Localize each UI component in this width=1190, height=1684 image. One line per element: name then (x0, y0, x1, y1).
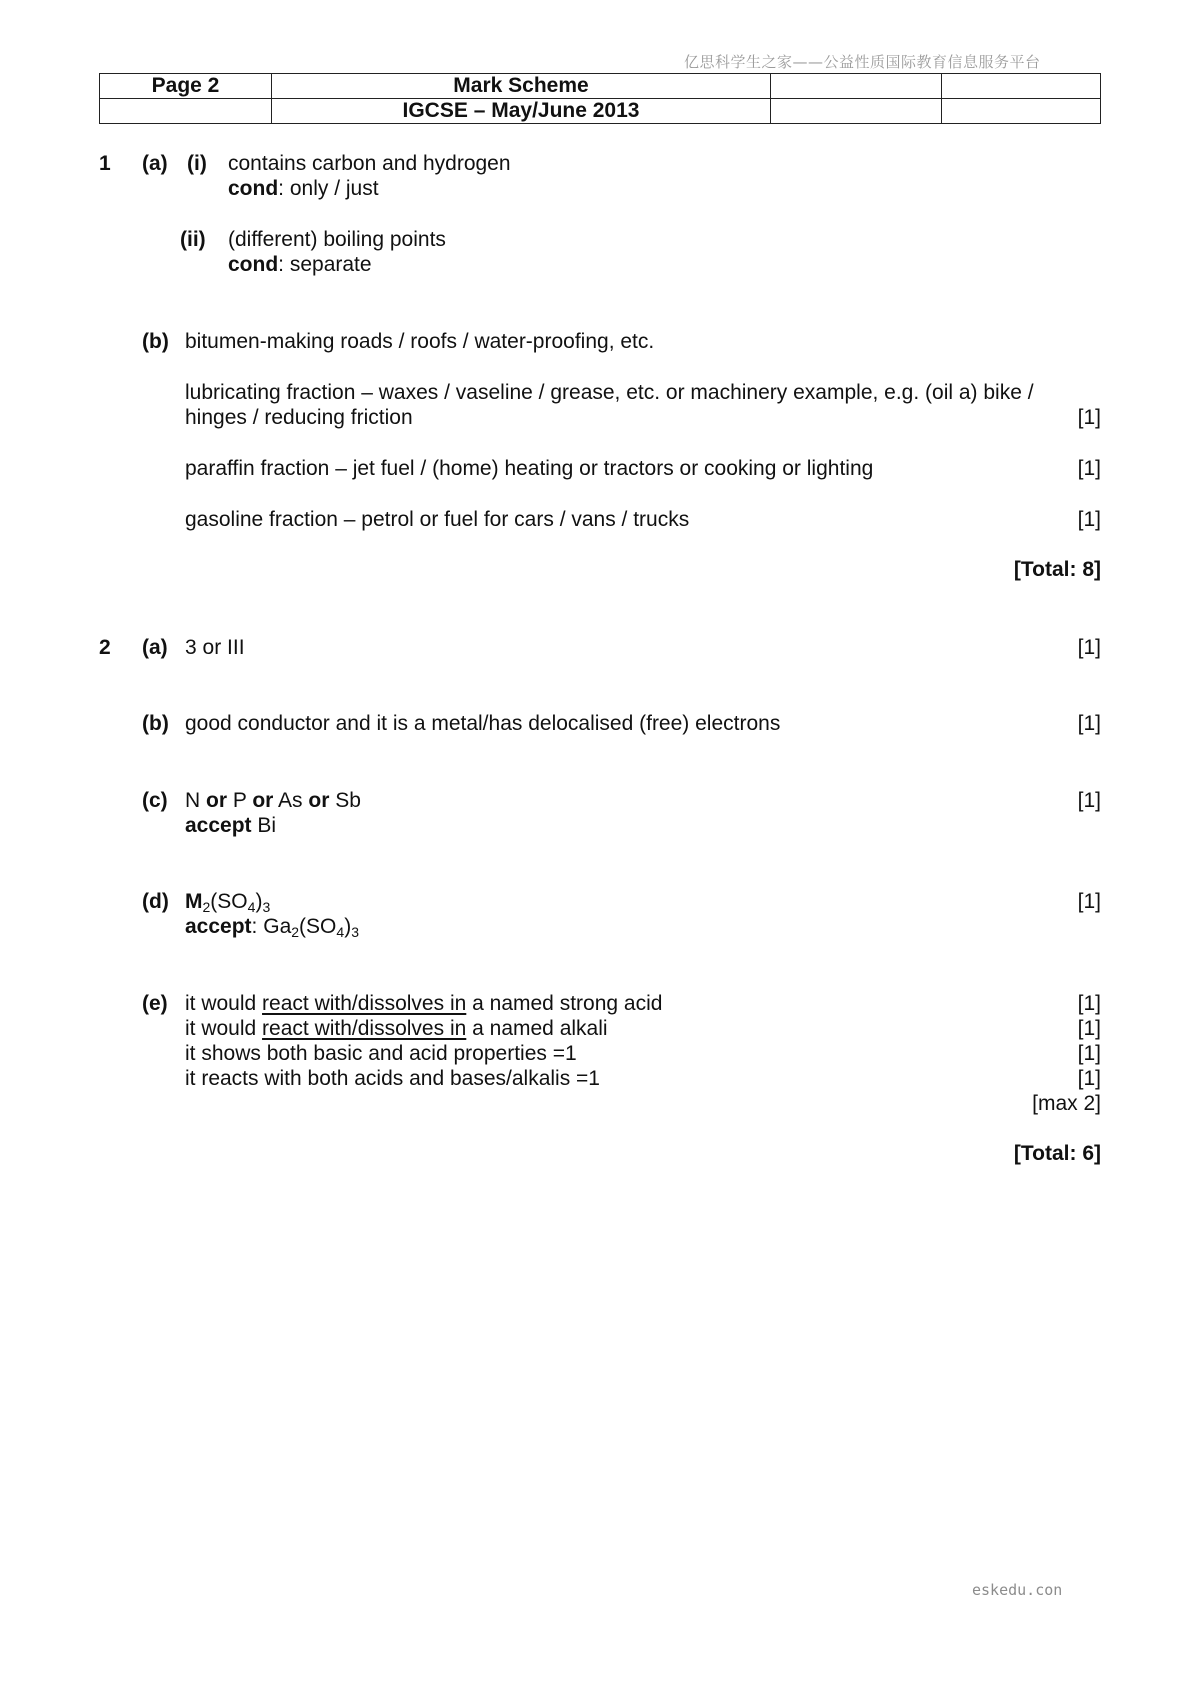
mark-value: [1] (1077, 457, 1101, 480)
total-marks: [Total: 8] (1013, 558, 1101, 581)
or-keyword: or (206, 789, 228, 812)
question-number: 1 (99, 152, 111, 175)
answer-text (185, 1016, 608, 1041)
mark-value: [1] (1077, 1017, 1101, 1040)
accept-line (185, 813, 276, 838)
subscript: 2 (202, 899, 211, 915)
underlined-text: react with/dissolves in (262, 992, 467, 1015)
cond-text: : separate (278, 253, 372, 276)
mark-value: [1] (1077, 992, 1101, 1015)
text-part: a named alkali (466, 1017, 608, 1040)
answer-text (185, 788, 361, 813)
header-empty-cell (771, 74, 942, 99)
footer-text: eskedu.con (972, 1581, 1063, 1599)
cond-label: cond (228, 253, 279, 276)
subscript: 3 (351, 924, 359, 940)
element-symbol: Sb (335, 789, 361, 812)
watermark: 亿思科学生之家——公益性质国际教育信息服务平台 (684, 53, 1041, 71)
text-part: a named strong acid (466, 992, 663, 1015)
subscript: 4 (247, 899, 256, 915)
subscript: 3 (262, 899, 271, 915)
answer-text: gasoline fraction – petrol or fuel for cars / vans / trucks (185, 508, 690, 531)
answer-text: bitumen-making roads / roofs / water-proofing, etc. (185, 330, 655, 353)
accept-label: accept (185, 814, 252, 837)
formula-part: Ga (263, 915, 292, 938)
header-subtitle: IGCSE – May/June 2013 (272, 99, 771, 124)
part-label: (b) (142, 712, 169, 735)
cond-label: cond (228, 177, 279, 200)
part-label: (e) (142, 992, 168, 1015)
formula-part: ) (344, 915, 352, 938)
condition-line (228, 176, 379, 201)
colon: : (251, 915, 258, 938)
header-page: Page 2 (100, 74, 272, 99)
element-symbol: N (185, 789, 201, 812)
formula (185, 889, 270, 914)
mark-value: [1] (1077, 712, 1101, 735)
formula-part: (SO (299, 915, 337, 938)
header-empty-cell (942, 99, 1101, 124)
condition-line (228, 252, 372, 277)
answer-text: it reacts with both acids and bases/alkalis =1 (185, 1067, 600, 1090)
formula-part: (SO (210, 890, 248, 913)
answer-text: contains carbon and hydrogen (228, 152, 511, 175)
formula-part: ) (255, 890, 263, 913)
underlined-text: react with/dissolves in (262, 1017, 467, 1040)
mark-value: [1] (1077, 636, 1101, 659)
answer-text (185, 991, 662, 1016)
answer-text: lubricating fraction – waxes / vaseline / grease, etc. or machinery example, e.g. (oil a) bike / (185, 381, 1034, 404)
mark-value: [1] (1077, 890, 1101, 913)
or-keyword: or (308, 789, 330, 812)
header-empty-cell (942, 74, 1101, 99)
answer-text: hinges / reducing friction (185, 406, 413, 429)
mark-value: [1] (1077, 406, 1101, 429)
question-number: 2 (99, 636, 111, 659)
element-symbol: As (278, 789, 303, 812)
part-label: (a) (142, 152, 168, 175)
subpart-label: (ii) (180, 228, 206, 251)
part-label: (c) (142, 789, 168, 812)
formula-m: M (185, 890, 203, 913)
subscript: 4 (336, 924, 345, 940)
header-table (99, 73, 1101, 124)
subpart-label: (i) (187, 152, 207, 175)
answer-text: (different) boiling points (228, 228, 446, 251)
accept-label: accept (185, 915, 252, 938)
total-marks: [Total: 6] (1013, 1142, 1101, 1165)
cond-text: : only / just (278, 177, 379, 200)
mark-value: [1] (1077, 1042, 1101, 1065)
mark-value: [1] (1077, 1067, 1101, 1090)
part-label: (d) (142, 890, 169, 913)
header-empty-cell (100, 99, 272, 124)
header-title: Mark Scheme (272, 74, 771, 99)
header-empty-cell (771, 99, 942, 124)
mark-value: [1] (1077, 508, 1101, 531)
subscript: 2 (291, 924, 300, 940)
answer-text: it shows both basic and acid properties =1 (185, 1042, 577, 1065)
mark-value: [1] (1077, 789, 1101, 812)
max-marks: [max 2] (1032, 1092, 1101, 1115)
text-part: it would (185, 1017, 263, 1040)
element-symbol: Bi (257, 814, 277, 837)
part-label: (b) (142, 330, 169, 353)
accept-line (185, 914, 359, 939)
or-keyword: or (252, 789, 274, 812)
text-part: it would (185, 992, 263, 1015)
answer-text: good conductor and it is a metal/has delocalised (free) electrons (185, 712, 781, 735)
answer-text: 3 or III (185, 636, 245, 659)
part-label: (a) (142, 636, 168, 659)
answer-text: paraffin fraction – jet fuel / (home) heating or tractors or cooking or lighting (185, 457, 874, 480)
element-symbol: P (232, 789, 247, 812)
